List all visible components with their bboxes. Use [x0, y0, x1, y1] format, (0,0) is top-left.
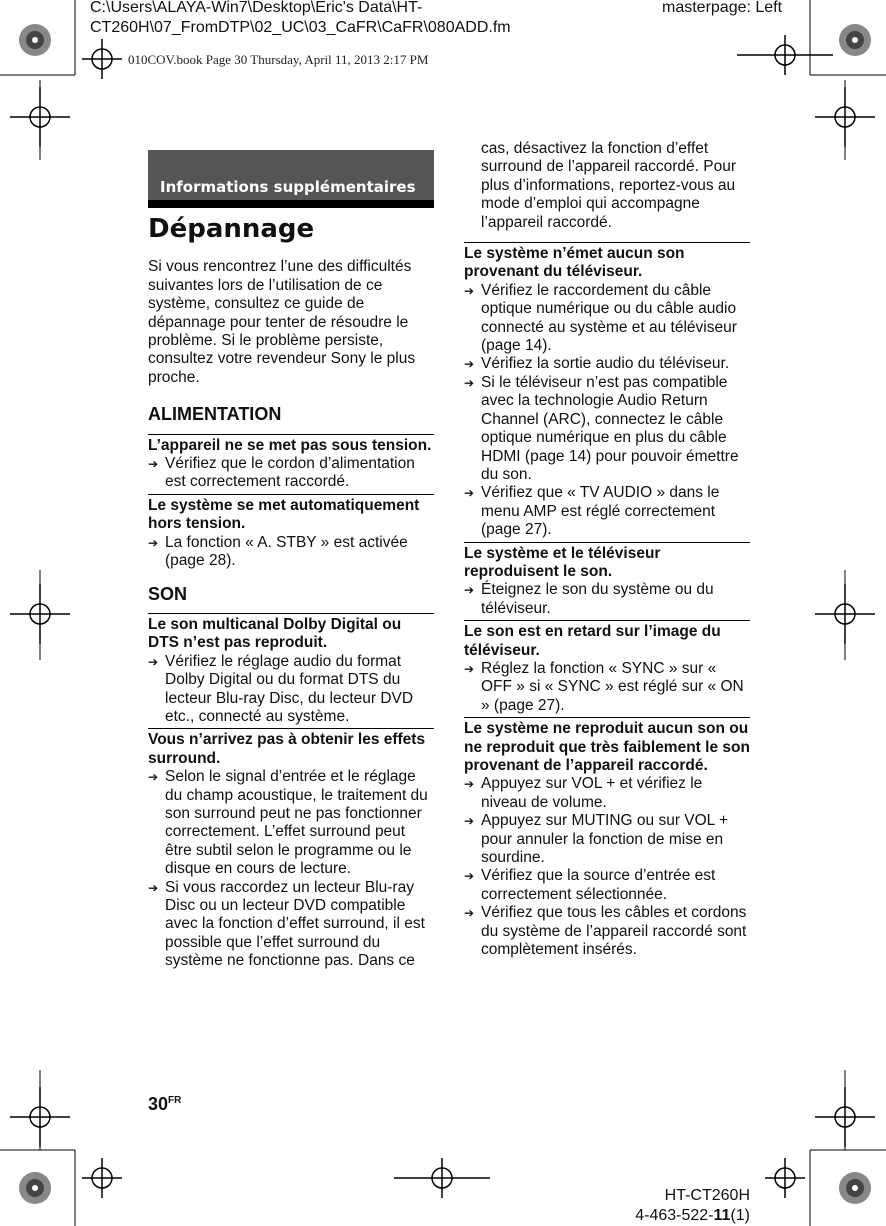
- list-item: ➔ Vérifiez que la source d’entrée est correctement sélectionnée.: [464, 867, 716, 903]
- page-title: Dépannage: [148, 214, 315, 244]
- problem-title: Le système et le téléviseur reproduisent le son.: [464, 542, 750, 582]
- column-left: [148, 150, 434, 977]
- page-number: $30^{FR}$: [148, 1094, 182, 1114]
- problem-title: Le système se met automatiquement hors tension.: [148, 494, 434, 534]
- intro-paragraph: Si vous rencontrez l’une des difficultés suivantes lors de l’utilisation de ce système, consultez ce guide de dépannage pour tenter de résoudre le problème. Si le problème persiste, consultez votre revendeur Sony le plus proche.: [148, 258, 416, 386]
- problem-title: Le son multicanal Dolby Digital ou DTS n’est pas reproduit.: [148, 613, 434, 653]
- list-item: ➔ Vérifiez la sortie audio du téléviseur.: [464, 355, 730, 373]
- model-code: 4-463-522-11(1): [635, 1207, 750, 1224]
- arrow-icon: ➔: [464, 375, 475, 390]
- list-item: ➔ Appuyez sur VOL + et vérifiez le niveau de volume.: [464, 775, 703, 811]
- book-info: 010COV.book Page 30 Thursday, April 11, 2013 2:17 PM: [128, 52, 429, 67]
- list-item: ➔ Vérifiez le raccordement du câble optique numérique ou du câble audio connecté au système et au téléviseur (page 14).: [464, 281, 737, 355]
- problem-title: L’appareil ne se met pas sous tension.: [148, 434, 434, 455]
- list-item-continued: cas, désactivez la fonction d’effet surround de l’appareil raccordé. Pour plus d’informations, reportez-vous au mode d’emploi qui accompagne l’appareil raccordé.: [481, 140, 737, 231]
- file-path: C:\Users\ALAYA-Win7\Desktop\Eric's Data\HT-CT260H\07_FromDTP\02_UC\03_CaFR\CaFR\080ADD.fm: [90, 0, 511, 36]
- list-item: ➔ Réglez la fonction « SYNC » sur « OFF » si « SYNC » est réglé sur « ON » (page 27).: [464, 659, 744, 714]
- list-item: ➔ Si vous raccordez un lecteur Blu-ray Disc ou un lecteur DVD compatible avec la fonction d’effet surround, il est possible que l’effet surround du système ne fonctionne pas. Dans ce: [148, 878, 425, 970]
- arrow-icon: ➔: [464, 814, 475, 829]
- list-item: ➔ La fonction « A. STBY » est activée (page 28).: [148, 533, 408, 570]
- list-item: ➔ Éteignez le son du système ou du téléviseur.: [464, 581, 714, 617]
- arrow-icon: ➔: [148, 770, 159, 785]
- problem-title: Le système n’émet aucun son provenant du téléviseur.: [464, 242, 750, 282]
- arrow-icon: ➔: [148, 654, 159, 669]
- list-item: ➔ Appuyez sur MUTING ou sur VOL + pour annuler la fonction de mise en sourdine.: [464, 812, 729, 867]
- list-item: ➔ Si le téléviseur n’est pas compatible avec la technologie Audio Return Channel (ARC), connectez le câble optique numérique en plus du câble HDMI (page 14) pour pouvoir émettre du son.: [464, 373, 739, 483]
- arrow-icon: ➔: [148, 880, 159, 895]
- arrow-icon: ➔: [464, 661, 475, 676]
- list-item: ➔ Vérifiez le réglage audio du format Dolby Digital ou du format DTS du lecteur Blu-ray Disc, du lecteur DVD etc., connecté au système.: [148, 652, 414, 725]
- problem-title: Vous n’arrivez pas à obtenir les effets surround.: [148, 728, 434, 768]
- masterpage-label: masterpage: Left: [662, 0, 783, 16]
- model-name: HT-CT260H: [664, 1187, 750, 1204]
- arrow-icon: ➔: [464, 583, 475, 598]
- section-band: Informations supplémentaires: [148, 150, 434, 208]
- arrow-icon: ➔: [464, 357, 475, 372]
- arrow-icon: ➔: [464, 869, 475, 884]
- list-item: ➔ Vérifiez que « TV AUDIO » dans le menu AMP est réglé correctement (page 27).: [464, 484, 720, 539]
- model-info: [600, 1186, 750, 1226]
- list-item: ➔ Vérifiez que tous les câbles et cordons du système de l’appareil raccordé sont complètement insérés.: [464, 904, 747, 959]
- column-right: [464, 140, 750, 965]
- list-item: ➔ Selon le signal d’entrée et le réglage du champ acoustique, le traitement du son surround peut ne pas fonctionner correctement. L’effet surround peut être subtil selon le programme ou le disque en cours de lecture.: [148, 768, 428, 878]
- problem-title: Le son est en retard sur l’image du téléviseur.: [464, 620, 750, 660]
- section-heading-son: SON: [148, 583, 188, 604]
- arrow-icon: ➔: [148, 457, 159, 472]
- arrow-icon: ➔: [464, 283, 475, 298]
- arrow-icon: ➔: [464, 486, 475, 501]
- list-item: ➔ Vérifiez que le cordon d’alimentation est correctement raccordé.: [148, 455, 415, 491]
- arrow-icon: ➔: [464, 906, 475, 921]
- arrow-icon: ➔: [148, 535, 159, 550]
- arrow-icon: ➔: [464, 777, 475, 792]
- section-heading-alimentation: ALIMENTATION: [148, 404, 282, 425]
- problem-title: Le système ne reproduit aucun son ou ne reproduit que très faiblement le son provenant de l’appareil raccordé.: [464, 717, 750, 775]
